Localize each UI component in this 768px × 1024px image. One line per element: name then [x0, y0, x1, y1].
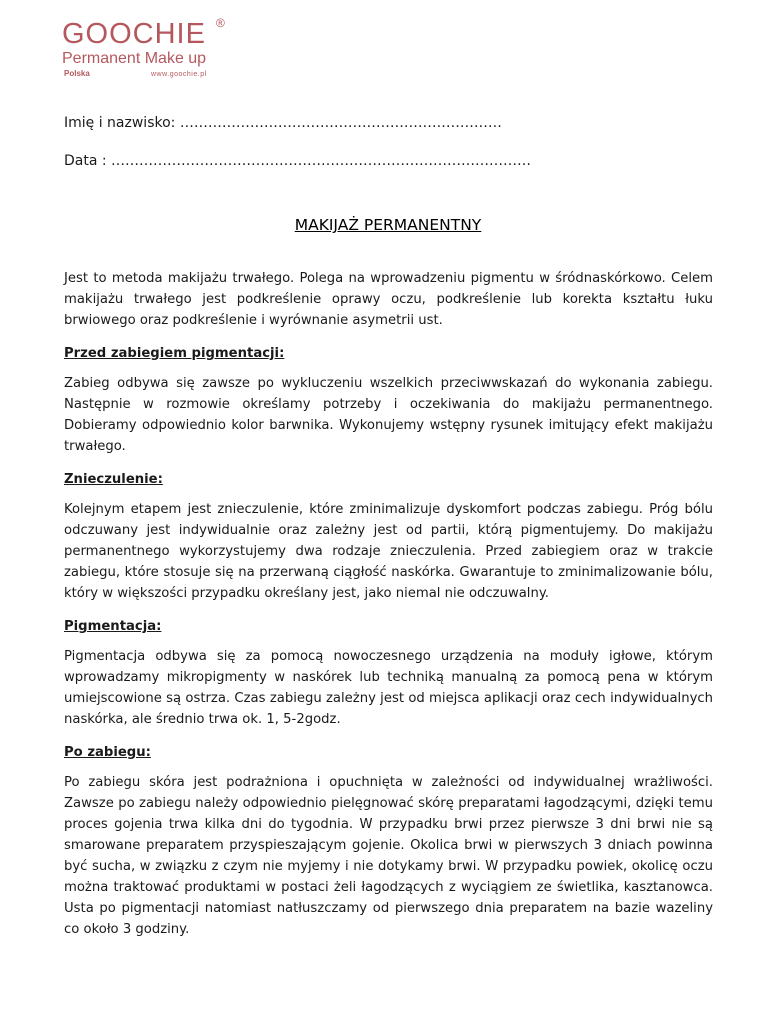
section-heading-anesthesia: Znieczulenie:	[64, 472, 163, 487]
document-title: MAKIJAŻ PERMANENTNY	[294, 216, 482, 234]
name-field-line: Imię i nazwisko: ……………………………………………………………	[64, 115, 502, 131]
section-text-anesthesia: Kolejnym etapem jest znieczulenie, które zminimalizuje dyskomfort podczas zabiegu. Próg bólu odczuwany jest indywidualnie oraz zależny jest od partii, którą pigmentujemy. Do makijażu permanentnego wykorzystujemy dwa rodzaje znieczulenia. Przed zabiegiem oraz w trakcie zabiegu, które stosuje się na przerwaną ciągłość naskórka. Gwarantuje to zminimalizowanie bólu, który w większości przypadku określany jest, jako niemal nie odczuwalny.	[64, 502, 713, 601]
document-body	[64, 268, 713, 940]
goochie-logo	[62, 16, 242, 80]
logo-tagline: Permanent Make up	[62, 50, 207, 67]
section-heading-after: Po zabiegu:	[64, 745, 151, 760]
section-text-pigmentation: Pigmentacja odbywa się za pomocą nowoczesnego urządzenia na moduły igłowe, którym wprowadzamy mikropigmenty w naskórek lub techniką manualną za pomocą pena w którym umiejscowione są ostrza. Czas zabiegu zależny jest od miejsca aplikacji oraz cech indywidualnych naskórka, ale średnio trwa ok. 1, 5-2godz.	[64, 649, 713, 727]
section-text-after: Po zabiegu skóra jest podrażniona i opuchnięta w zależności od indywidualnej wrażliwości. Zawsze po zabiegu należy odpowiednio pielęgnować skórę preparatami łagodzącymi, dzięki temu proces gojenia trwa kilka dni do tygodnia. W przypadku brwi przez pierwsze 3 dni brwi nie są smarowane preparatem przyspieszającym gojenie. Okolica brwi w pierwszych 3 dniach powinna być sucha, w związku z czym nie myjemy i nie dotykamy brwi. W przypadku powiek, okolicę oczu można traktować produktami w postaci żeli łagodzących z wyciągiem ze świetlika, kasztanowca. Usta po pigmentacji natomiast natłuszczamy od pierwszego dnia preparatem na bazie wazeliny co około 3 godziny.	[64, 775, 713, 937]
section-text-before: Zabieg odbywa się zawsze po wykluczeniu wszelkich przeciwwskazań do wykonania zabiegu. Następnie w rozmowie określamy potrzeby i oczekiwania do makijażu permanentnego. Dobieramy odpowiednio kolor barwnika. Wykonujemy wstępny rysunek imitujący efekt makijażu trwałego.	[64, 376, 713, 454]
logo-website: www.goochie.pl	[151, 71, 207, 78]
section-heading-pigmentation: Pigmentacja:	[64, 619, 162, 634]
logo-country: Polska	[64, 69, 90, 78]
section-heading-before: Przed zabiegiem pigmentacji:	[64, 346, 285, 361]
logo-registered-mark: ®	[216, 16, 225, 30]
date-field-line: Data : ………………………………………………………………………………	[64, 153, 532, 169]
intro-paragraph: Jest to metoda makijażu trwałego. Polega na wprowadzeniu pigmentu w śródnaskórkowo. Celem makijażu trwałego jest podkreślenie oprawy oczu, podkreślenie lub korekta kształtu łuku brwiowego oraz podkreślenie i wyrównanie asymetrii ust.	[64, 271, 713, 328]
logo-brand: GOOCHIE	[62, 18, 206, 50]
